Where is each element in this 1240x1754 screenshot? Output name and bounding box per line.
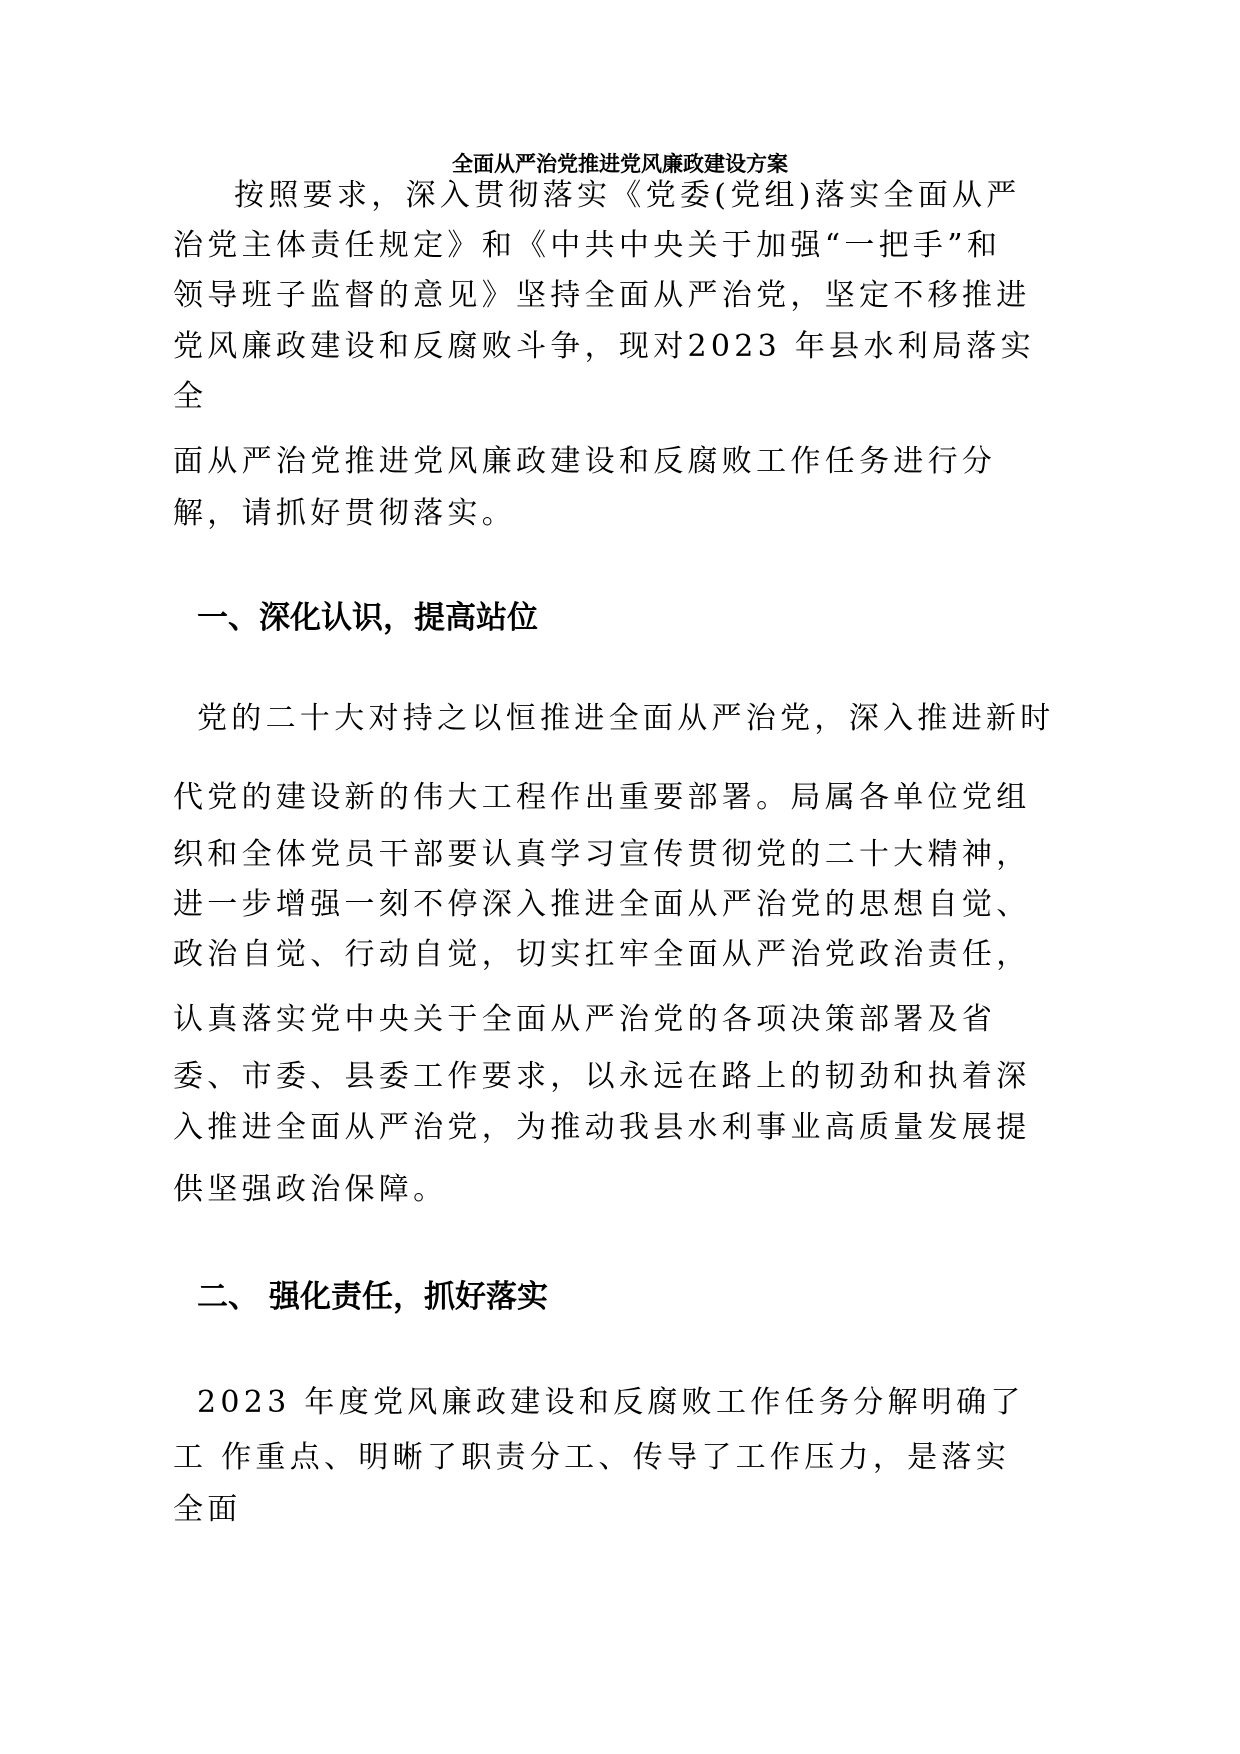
paragraph-line: 入推进全面从严治党，为推动我县水利事业高质量发展提 bbox=[173, 1110, 1031, 1145]
paragraph-line: 供坚强政治保障。 bbox=[173, 1172, 448, 1207]
paragraph-line: 政治自觉、行动自觉，切实扛牢全面从严治党政治责任， bbox=[173, 937, 1031, 972]
paragraph-line: 代党的建设新的伟大工程作出重要部署。局属各单位党组 bbox=[173, 780, 1031, 815]
paragraph-line: 治党主体责任规定》和《中共中央关于加强“一把手”和 bbox=[173, 228, 1002, 263]
paragraph-line: 领导班子监督的意见》坚持全面从严治党，坚定不移推进 bbox=[173, 278, 1031, 313]
paragraph-line: 2023 年度党风廉政建设和反腐败工作任务分解明确了 bbox=[197, 1385, 1025, 1420]
section-heading-2: 强化责任，抓好落实 bbox=[269, 1279, 548, 1315]
paragraph-line: 进一步增强一刻不停深入推进全面从严治党的思想自觉、 bbox=[173, 887, 1031, 922]
paragraph-line: 全 bbox=[173, 379, 208, 414]
paragraph-line: 工 作重点、明晰了职责分工、传导了工作压力，是落实 bbox=[173, 1440, 1011, 1475]
paragraph-line: 面从严治党推进党风廉政建设和反腐败工作任务进行分 bbox=[173, 444, 997, 479]
paragraph-line: 按照要求，深入贯彻落实《党委(党组)落实全面从严 bbox=[234, 178, 1021, 213]
section-heading-1: 一、深化认识，提高站位 bbox=[197, 600, 538, 636]
paragraph-line: 党风廉政建设和反腐败斗争，现对2023 年县水利局落实 bbox=[173, 329, 1035, 364]
paragraph-line: 全面 bbox=[173, 1492, 242, 1527]
paragraph-line: 织和全体党员干部要认真学习宣传贯彻党的二十大精神， bbox=[173, 837, 1031, 872]
paragraph-line: 认真落实党中央关于全面从严治党的各项决策部署及省 bbox=[173, 1002, 997, 1037]
paragraph-line: 委、市委、县委工作要求，以永远在路上的韧劲和执着深 bbox=[173, 1059, 1031, 1094]
paragraph-line: 党的二十大对持之以恒推进全面从严治党，深入推进新时 bbox=[197, 701, 1055, 736]
document-title: 全面从严治党推进党风廉政建设方案 bbox=[452, 152, 788, 176]
paragraph-line: 解，请抓好贯彻落实。 bbox=[173, 496, 516, 531]
section-heading-2-number: 二、 bbox=[197, 1279, 259, 1315]
